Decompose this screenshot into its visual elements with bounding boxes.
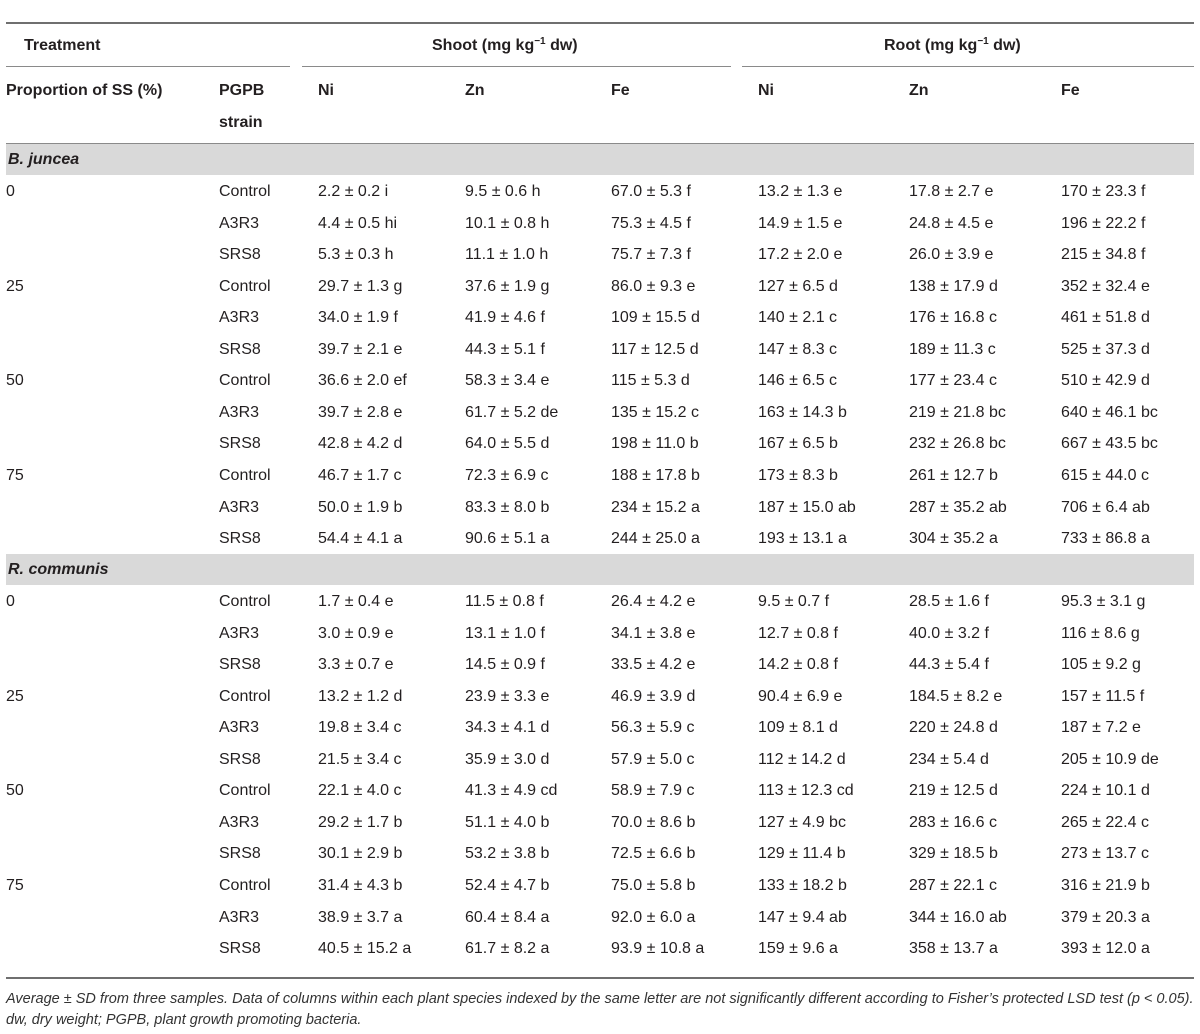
cell-root-zn: 26.0 ± 3.9 e — [909, 246, 994, 263]
cell-root-ni: 193 ± 13.1 a — [758, 530, 847, 547]
cell-shoot-fe: 72.5 ± 6.6 b — [611, 845, 696, 862]
cell-shoot-fe: 244 ± 25.0 a — [611, 530, 700, 547]
cell-shoot-zn: 52.4 ± 4.7 b — [465, 877, 550, 894]
cell-shoot-ni: 50.0 ± 1.9 b — [318, 499, 403, 516]
cell-root-ni: 9.5 ± 0.7 f — [758, 593, 830, 610]
cell-root-ni: 14.9 ± 1.5 e — [758, 215, 843, 232]
species-band — [6, 554, 1194, 585]
cell-root-zn: 358 ± 13.7 a — [909, 940, 998, 957]
cell-root-ni: 129 ± 11.4 b — [758, 845, 846, 862]
header-shoot-group: Shoot (mg $kg^{-1}$ dw) — [432, 36, 578, 54]
top-rule — [6, 22, 1194, 24]
table-footnote: Average ± SD from three samples. Data of columns within each plant species indexed by the same letter are not significantly different according to Fisher’s protected LSD test (p < 0.05). dw, dry weight; PGPB, plant growth promoting bacteria. — [6, 991, 1194, 1028]
cell-strain: Control — [219, 183, 271, 200]
header-treatment: Treatment — [24, 37, 101, 54]
cell-strain: SRS8 — [219, 435, 261, 452]
cell-shoot-fe: 70.0 ± 8.6 b — [611, 814, 696, 831]
cell-strain: Control — [219, 688, 271, 705]
cell-root-zn: 344 ± 16.0 ab — [909, 909, 1007, 926]
cell-root-fe: 706 ± 6.4 ab — [1061, 499, 1150, 516]
cell-root-ni: 147 ± 9.4 ab — [758, 909, 847, 926]
cell-shoot-fe: 135 ± 15.2 c — [611, 404, 699, 421]
header-root-ni: Ni — [758, 82, 774, 99]
cell-shoot-ni: 34.0 ± 1.9 f — [318, 309, 398, 326]
cell-proportion: 75 — [6, 877, 24, 894]
header-proportion: Proportion of SS (%) — [6, 82, 163, 99]
cell-root-fe: 461 ± 51.8 d — [1061, 309, 1150, 326]
cell-shoot-zn: 35.9 ± 3.0 d — [465, 751, 550, 768]
cell-shoot-fe: 56.3 ± 5.9 c — [611, 719, 695, 736]
cell-root-fe: 265 ± 22.4 c — [1061, 814, 1149, 831]
cell-proportion: 0 — [6, 593, 15, 610]
cell-shoot-fe: 26.4 ± 4.2 e — [611, 593, 696, 610]
cell-proportion: 50 — [6, 372, 24, 389]
cell-root-ni: 90.4 ± 6.9 e — [758, 688, 843, 705]
cell-shoot-ni: 40.5 ± 15.2 a — [318, 940, 412, 957]
header-root-zn: Zn — [909, 82, 929, 99]
cell-shoot-zn: 90.6 ± 5.1 a — [465, 530, 550, 547]
cell-shoot-zn: 64.0 ± 5.5 d — [465, 435, 550, 452]
header-root-group: Root (mg $kg^{-1}$ dw) — [884, 36, 1021, 54]
cell-root-ni: 140 ± 2.1 c — [758, 309, 838, 326]
cell-root-zn: 138 ± 17.9 d — [909, 278, 998, 295]
cell-shoot-fe: 75.0 ± 5.8 b — [611, 877, 696, 894]
cell-shoot-zn: 41.9 ± 4.6 f — [465, 309, 545, 326]
cell-root-ni: 163 ± 14.3 b — [758, 404, 847, 421]
cell-shoot-ni: 42.8 ± 4.2 d — [318, 435, 403, 452]
cell-shoot-ni: 29.2 ± 1.7 b — [318, 814, 403, 831]
header-root-fe: Fe — [1061, 82, 1080, 99]
cell-shoot-zn: 9.5 ± 0.6 h — [465, 183, 541, 200]
cell-root-fe: 640 ± 46.1 bc — [1061, 404, 1158, 421]
cell-root-ni: 113 ± 12.3 cd — [758, 782, 854, 799]
cell-root-fe: 196 ± 22.2 f — [1061, 215, 1146, 232]
cell-strain: A3R3 — [219, 625, 260, 642]
cell-shoot-zn: 14.5 ± 0.9 f — [465, 656, 545, 673]
cell-root-fe: 525 ± 37.3 d — [1061, 341, 1150, 358]
cell-root-ni: 127 ± 6.5 d — [758, 278, 838, 295]
cell-shoot-zn: 72.3 ± 6.9 c — [465, 467, 549, 484]
cell-strain: Control — [219, 593, 271, 610]
cell-shoot-zn: 23.9 ± 3.3 e — [465, 688, 550, 705]
cell-root-ni: 112 ± 14.2 d — [758, 751, 846, 768]
cell-root-zn: 219 ± 21.8 bc — [909, 404, 1006, 421]
cell-root-zn: 177 ± 23.4 c — [909, 372, 997, 389]
cell-shoot-zn: 34.3 ± 4.1 d — [465, 719, 550, 736]
cell-shoot-fe: 188 ± 17.8 b — [611, 467, 700, 484]
cell-root-zn: 283 ± 16.6 c — [909, 814, 997, 831]
cell-proportion: 25 — [6, 278, 24, 295]
cell-root-ni: 17.2 ± 2.0 e — [758, 246, 843, 263]
cell-root-fe: 316 ± 21.9 b — [1061, 877, 1150, 894]
cell-shoot-ni: 3.3 ± 0.7 e — [318, 656, 394, 673]
cell-root-fe: 510 ± 42.9 d — [1061, 372, 1150, 389]
cell-shoot-fe: 93.9 ± 10.8 a — [611, 940, 705, 957]
cell-shoot-ni: 22.1 ± 4.0 c — [318, 782, 402, 799]
cell-root-fe: 116 ± 8.6 g — [1061, 625, 1140, 642]
cell-shoot-ni: 29.7 ± 1.3 g — [318, 278, 403, 295]
cell-strain: SRS8 — [219, 845, 261, 862]
cell-strain: A3R3 — [219, 309, 260, 326]
cell-shoot-fe: 58.9 ± 7.9 c — [611, 782, 695, 799]
cell-root-zn: 234 ± 5.4 d — [909, 751, 989, 768]
cell-strain: Control — [219, 278, 271, 295]
cell-shoot-zn: 10.1 ± 0.8 h — [465, 215, 550, 232]
cell-root-zn: 28.5 ± 1.6 f — [909, 593, 989, 610]
cell-root-fe: 157 ± 11.5 f — [1061, 688, 1145, 705]
species-band — [6, 144, 1194, 175]
cell-root-zn: 287 ± 22.1 c — [909, 877, 997, 894]
cell-strain: SRS8 — [219, 341, 261, 358]
cell-shoot-zn: 37.6 ± 1.9 g — [465, 278, 550, 295]
cell-shoot-fe: 34.1 ± 3.8 e — [611, 625, 696, 642]
root-group-rule — [742, 66, 1194, 67]
cell-shoot-fe: 109 ± 15.5 d — [611, 309, 700, 326]
cell-shoot-zn: 83.3 ± 8.0 b — [465, 499, 550, 516]
shoot-group-rule — [302, 66, 731, 67]
cell-root-fe: 215 ± 34.8 f — [1061, 246, 1146, 263]
cell-root-ni: 173 ± 8.3 b — [758, 467, 838, 484]
header-shoot-fe: Fe — [611, 82, 630, 99]
header-shoot-ni: Ni — [318, 82, 334, 99]
cell-root-fe: 105 ± 9.2 g — [1061, 656, 1141, 673]
cell-root-zn: 44.3 ± 5.4 f — [909, 656, 989, 673]
cell-root-fe: 352 ± 32.4 e — [1061, 278, 1150, 295]
cell-strain: SRS8 — [219, 751, 261, 768]
cell-shoot-ni: 2.2 ± 0.2 i — [318, 183, 389, 200]
cell-shoot-ni: 39.7 ± 2.8 e — [318, 404, 403, 421]
cell-root-zn: 40.0 ± 3.2 f — [909, 625, 989, 642]
cell-root-fe: 379 ± 20.3 a — [1061, 909, 1150, 926]
cell-shoot-fe: 75.3 ± 4.5 f — [611, 215, 691, 232]
cell-root-fe: 205 ± 10.9 de — [1061, 751, 1159, 768]
cell-root-zn: 261 ± 12.7 b — [909, 467, 998, 484]
cell-root-zn: 232 ± 26.8 bc — [909, 435, 1006, 452]
species-label: B. juncea — [8, 151, 80, 168]
cell-root-fe: 224 ± 10.1 d — [1061, 782, 1150, 799]
cell-root-zn: 287 ± 35.2 ab — [909, 499, 1007, 516]
cell-shoot-fe: 117 ± 12.5 d — [611, 341, 699, 358]
cell-proportion: 50 — [6, 782, 24, 799]
cell-shoot-fe: 234 ± 15.2 a — [611, 499, 700, 516]
cell-shoot-zn: 41.3 ± 4.9 cd — [465, 782, 558, 799]
cell-shoot-ni: 21.5 ± 3.4 c — [318, 751, 402, 768]
cell-root-fe: 667 ± 43.5 bc — [1061, 435, 1158, 452]
cell-shoot-ni: 31.4 ± 4.3 b — [318, 877, 403, 894]
cell-shoot-zn: 61.7 ± 8.2 a — [465, 940, 550, 957]
cell-shoot-ni: 39.7 ± 2.1 e — [318, 341, 403, 358]
cell-strain: Control — [219, 372, 271, 389]
cell-shoot-zn: 53.2 ± 3.8 b — [465, 845, 550, 862]
cell-shoot-zn: 60.4 ± 8.4 a — [465, 909, 550, 926]
cell-strain: A3R3 — [219, 499, 260, 516]
cell-strain: Control — [219, 877, 271, 894]
species-label: R. communis — [8, 561, 109, 578]
cell-shoot-ni: 38.9 ± 3.7 a — [318, 909, 403, 926]
cell-shoot-ni: 46.7 ± 1.7 c — [318, 467, 402, 484]
cell-root-fe: 170 ± 23.3 f — [1061, 183, 1146, 200]
cell-shoot-ni: 1.7 ± 0.4 e — [318, 593, 394, 610]
cell-root-zn: 304 ± 35.2 a — [909, 530, 998, 547]
cell-shoot-ni: 19.8 ± 3.4 c — [318, 719, 402, 736]
cell-proportion: 25 — [6, 688, 24, 705]
cell-root-ni: 147 ± 8.3 c — [758, 341, 838, 358]
cell-shoot-fe: 75.7 ± 7.3 f — [611, 246, 691, 263]
cell-shoot-zn: 58.3 ± 3.4 e — [465, 372, 550, 389]
cell-shoot-ni: 54.4 ± 4.1 a — [318, 530, 403, 547]
cell-shoot-ni: 13.2 ± 1.2 d — [318, 688, 403, 705]
cell-proportion: 75 — [6, 467, 24, 484]
cell-root-fe: 393 ± 12.0 a — [1061, 940, 1150, 957]
header-pgpb-line1: PGPB — [219, 82, 265, 99]
cell-proportion: 0 — [6, 183, 15, 200]
cell-strain: Control — [219, 782, 271, 799]
cell-root-fe: 615 ± 44.0 c — [1061, 467, 1149, 484]
cell-strain: A3R3 — [219, 814, 260, 831]
cell-root-ni: 109 ± 8.1 d — [758, 719, 838, 736]
cell-strain: Control — [219, 467, 271, 484]
cell-shoot-zn: 11.5 ± 0.8 f — [465, 593, 544, 610]
cell-root-zn: 24.8 ± 4.5 e — [909, 215, 994, 232]
cell-root-zn: 17.8 ± 2.7 e — [909, 183, 994, 200]
cell-root-zn: 184.5 ± 8.2 e — [909, 688, 1003, 705]
cell-shoot-fe: 33.5 ± 4.2 e — [611, 656, 696, 673]
cell-strain: A3R3 — [219, 404, 260, 421]
cell-root-ni: 14.2 ± 0.8 f — [758, 656, 838, 673]
cell-shoot-fe: 46.9 ± 3.9 d — [611, 688, 696, 705]
cell-shoot-ni: 4.4 ± 0.5 hi — [318, 215, 398, 232]
cell-shoot-ni: 30.1 ± 2.9 b — [318, 845, 403, 862]
cell-root-zn: 329 ± 18.5 b — [909, 845, 998, 862]
cell-strain: SRS8 — [219, 246, 261, 263]
cell-shoot-ni: 36.6 ± 2.0 ef — [318, 372, 407, 389]
cell-root-ni: 159 ± 9.6 a — [758, 940, 838, 957]
cell-strain: SRS8 — [219, 656, 261, 673]
cell-shoot-zn: 61.7 ± 5.2 de — [465, 404, 559, 421]
cell-shoot-ni: 5.3 ± 0.3 h — [318, 246, 394, 263]
cell-shoot-fe: 92.0 ± 6.0 a — [611, 909, 696, 926]
cell-root-ni: 187 ± 15.0 ab — [758, 499, 856, 516]
cell-shoot-fe: 86.0 ± 9.3 e — [611, 278, 696, 295]
cell-shoot-zn: 51.1 ± 4.0 b — [465, 814, 550, 831]
cell-root-fe: 733 ± 86.8 a — [1061, 530, 1150, 547]
cell-strain: SRS8 — [219, 940, 261, 957]
header-pgpb-line2: strain — [219, 114, 263, 131]
cell-root-fe: 273 ± 13.7 c — [1061, 845, 1149, 862]
cell-root-ni: 133 ± 18.2 b — [758, 877, 847, 894]
cell-shoot-fe: 198 ± 11.0 b — [611, 435, 699, 452]
cell-strain: A3R3 — [219, 719, 260, 736]
cell-strain: A3R3 — [219, 909, 260, 926]
cell-shoot-fe: 67.0 ± 5.3 f — [611, 183, 691, 200]
cell-strain: A3R3 — [219, 215, 260, 232]
treatment-rule — [6, 66, 290, 67]
cell-shoot-zn: 11.1 ± 1.0 h — [465, 246, 549, 263]
cell-root-zn: 176 ± 16.8 c — [909, 309, 997, 326]
cell-root-fe: 187 ± 7.2 e — [1061, 719, 1141, 736]
bottom-rule — [6, 977, 1194, 979]
cell-strain: SRS8 — [219, 530, 261, 547]
cell-root-fe: 95.3 ± 3.1 g — [1061, 593, 1146, 610]
cell-shoot-fe: 115 ± 5.3 d — [611, 372, 690, 389]
cell-shoot-ni: 3.0 ± 0.9 e — [318, 625, 394, 642]
header-shoot-zn: Zn — [465, 82, 485, 99]
cell-root-zn: 189 ± 11.3 c — [909, 341, 996, 358]
cell-root-ni: 167 ± 6.5 b — [758, 435, 838, 452]
cell-shoot-zn: 13.1 ± 1.0 f — [465, 625, 545, 642]
cell-shoot-zn: 44.3 ± 5.1 f — [465, 341, 545, 358]
cell-root-ni: 127 ± 4.9 bc — [758, 814, 846, 831]
cell-root-ni: 12.7 ± 0.8 f — [758, 625, 838, 642]
cell-root-zn: 219 ± 12.5 d — [909, 782, 998, 799]
cell-root-zn: 220 ± 24.8 d — [909, 719, 998, 736]
cell-root-ni: 146 ± 6.5 c — [758, 372, 838, 389]
cell-root-ni: 13.2 ± 1.3 e — [758, 183, 843, 200]
cell-shoot-fe: 57.9 ± 5.0 c — [611, 751, 695, 768]
